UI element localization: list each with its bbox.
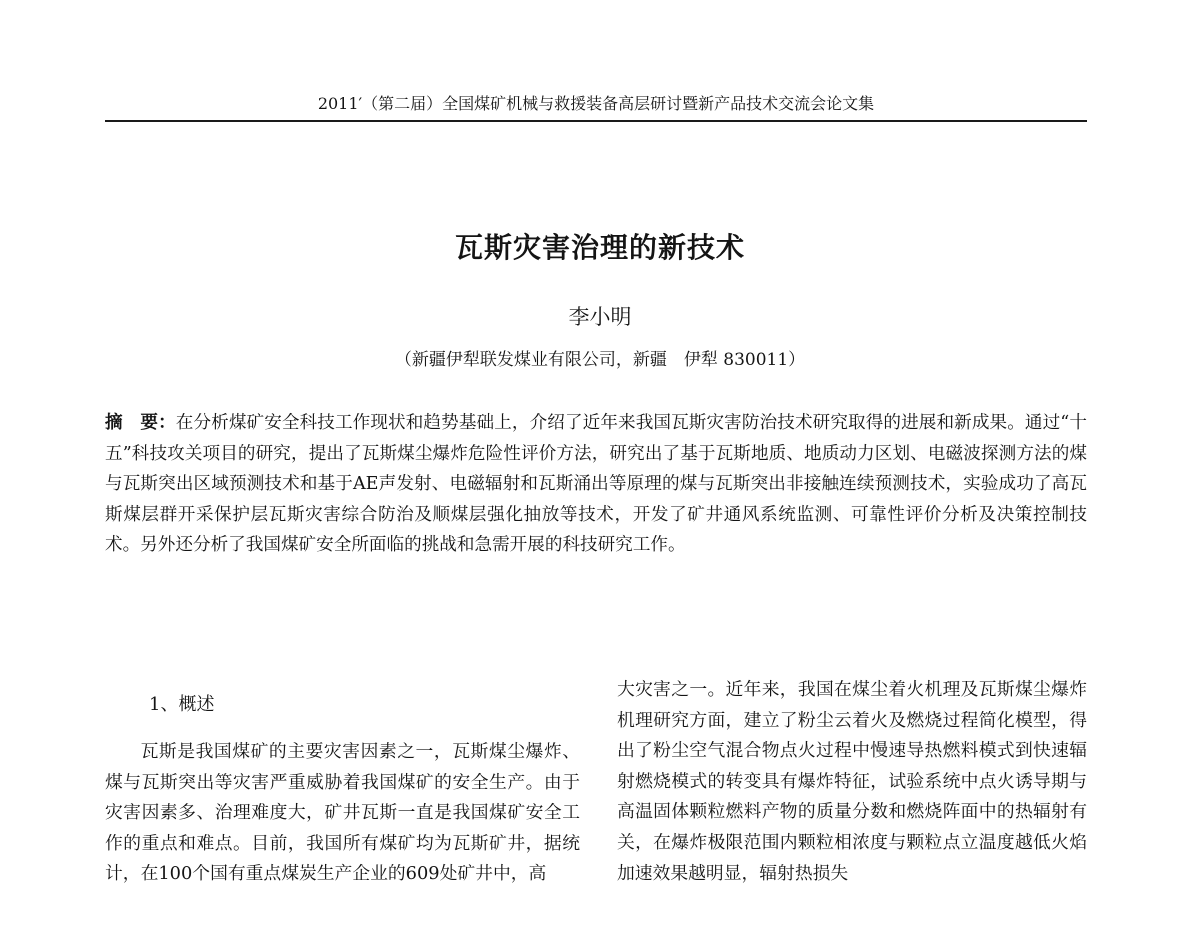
paper-author: 李小明 — [568, 305, 632, 329]
right-column-paragraph: 大灾害之一。近年来，我国在煤尘着火机理及瓦斯煤尘爆炸机理研究方面，建立了粉尘云着火及燃烧过程简化模型，得出了粉尘空气混合物点火过程中慢速导热燃料模式到快速辐射燃烧模式的转变具有爆炸特征，试验系统中点火诱导期与高温固体颗粒燃料产物的质量分数和燃烧阵面中的热辐射有关，在爆炸极限范围内颗粒相浓度与颗粒点立温度越低火焰加速效果越明显，辐射热损失 — [617, 679, 1087, 884]
abstract-text: 在分析煤矿安全科技工作现状和趋势基础上，介绍了近年来我国瓦斯灾害防治技术研究取得的进展和新成果。通过“十五”科技攻关项目的研究，提出了瓦斯煤尘爆炸危险性评价方法，研究出了基于瓦斯地质、地质动力区划、电磁波探测方法的煤与瓦斯突出区域预测技术和基于AE声发射、电磁辐射和瓦斯涌出等原理的煤与瓦斯突出非接触连续预测技术，实验成功了高瓦斯煤层群开采保护层瓦斯灾害综合防治及顺煤层强化抽放等技术，开发了矿井通风系统监测、可靠性评价分析及决策控制技术。另外还分析了我国煤矿安全所面临的挑战和急需开展的科技研究工作。 — [105, 413, 1087, 555]
paper-title: 瓦斯灾害治理的新技术 — [454, 231, 745, 264]
section-heading: 1、概述 — [149, 694, 215, 715]
header-rule — [105, 120, 1087, 122]
left-column-paragraph: 瓦斯是我国煤矿的主要灾害因素之一，瓦斯煤尘爆炸、煤与瓦斯突出等灾害严重威胁着我国煤矿的安全生产。由于灾害因素多、治理难度大，矿井瓦斯一直是我国煤矿安全工作的重点和难点。目前，我国所有煤矿均为瓦斯矿井，据统计，在100个国有重点煤炭生产企业的609处矿井中，高 — [105, 741, 580, 885]
right-column — [617, 675, 1087, 889]
abstract-label: 摘 要： — [105, 412, 176, 433]
author-affiliation: （新疆伊犁联发煤业有限公司，新疆 伊犁 830011） — [394, 350, 806, 370]
running-header: 2011′（第二届）全国煤矿机械与救援装备高层研讨暨新产品技术交流会论文集 — [317, 94, 875, 113]
left-column — [105, 690, 580, 890]
abstract — [105, 408, 1087, 561]
